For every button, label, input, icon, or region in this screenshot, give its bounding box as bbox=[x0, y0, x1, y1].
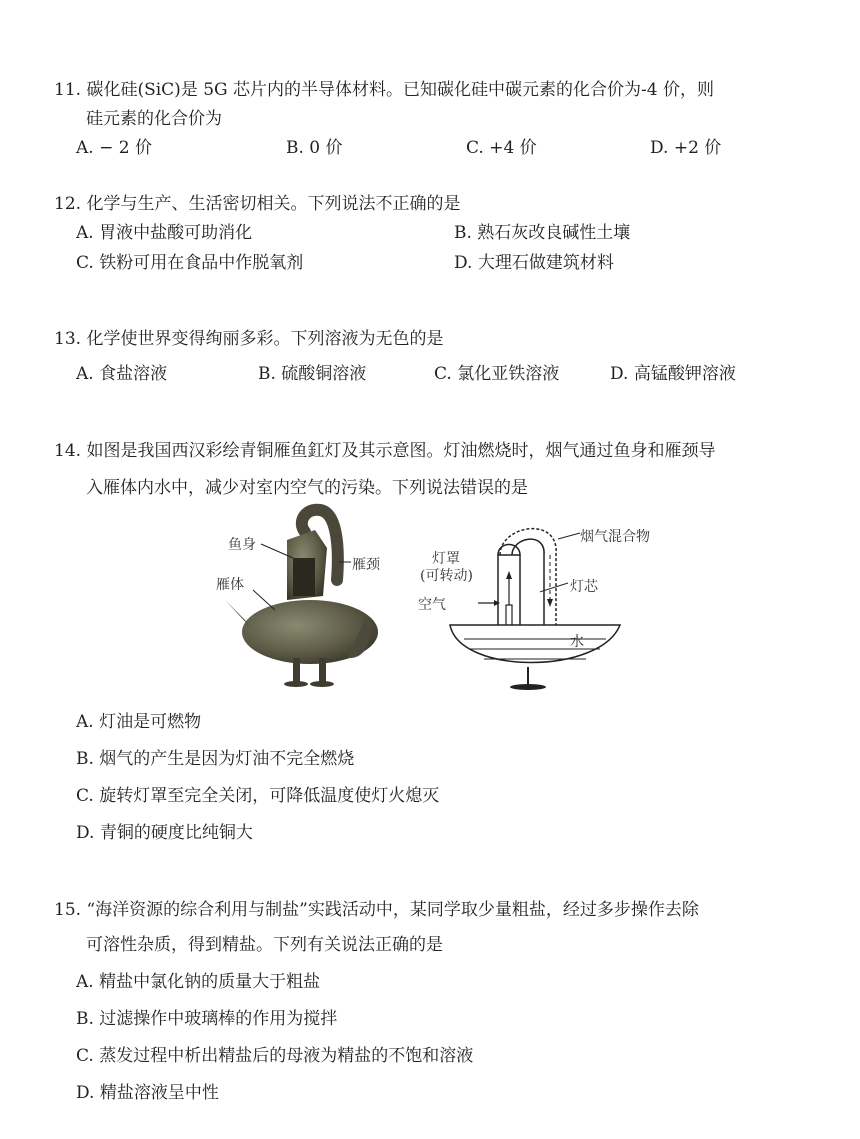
question-15-stem-line1: 15. “海洋资源的综合利用与制盐”实践活动中，某同学取少量粗盐，经过多步操作去除 bbox=[54, 900, 699, 920]
question-13-options bbox=[54, 360, 820, 390]
option-c[interactable]: C. +4 价 bbox=[466, 138, 537, 158]
option-a[interactable]: A. 灯油是可燃物 bbox=[76, 712, 202, 732]
question-12 bbox=[54, 190, 820, 279]
question-14-stem-line1: 14. 如图是我国西汉彩绘青铜雁鱼釭灯及其示意图。灯油燃烧时，烟气通过鱼身和雁颈导 bbox=[54, 441, 716, 461]
label-water: 水 bbox=[570, 634, 584, 650]
label-goose-body: 雁体 bbox=[216, 577, 244, 593]
option-b[interactable]: B. 0 价 bbox=[286, 138, 343, 158]
label-rotatable: (可转动) bbox=[420, 568, 473, 584]
question-11-stem-line2: 硅元素的化合价为 bbox=[86, 109, 222, 129]
option-a[interactable]: A. 食盐溶液 bbox=[76, 364, 168, 384]
label-air: 空气 bbox=[418, 597, 446, 613]
question-11-stem-line1: 11. 碳化硅(SiC)是 5G 芯片内的半导体材料。已知碳化硅中碳元素的化合价为-4 价，则 bbox=[54, 80, 714, 100]
question-14-options bbox=[54, 708, 820, 856]
option-c[interactable]: C. 氯化亚铁溶液 bbox=[434, 364, 560, 384]
label-fish-body: 鱼身 bbox=[228, 537, 256, 553]
option-c[interactable]: C. 铁粉可用在食品中作脱氧剂 bbox=[76, 253, 304, 273]
option-b[interactable]: B. 过滤操作中玻璃棒的作用为搅拌 bbox=[76, 1009, 338, 1029]
question-13-stem: 13. 化学使世界变得绚丽多彩。下列溶液为无色的是 bbox=[54, 329, 444, 349]
option-d[interactable]: D. 精盐溶液呈中性 bbox=[76, 1083, 219, 1103]
option-a[interactable]: A. 精盐中氯化钠的质量大于粗盐 bbox=[76, 972, 321, 992]
question-12-options-row1 bbox=[54, 219, 820, 249]
option-b[interactable]: B. 熟石灰改良碱性土壤 bbox=[454, 223, 631, 243]
question-11-options bbox=[54, 134, 820, 164]
label-lamp-cover: 灯罩 bbox=[432, 551, 460, 567]
option-b[interactable]: B. 烟气的产生是因为灯油不完全燃烧 bbox=[76, 749, 355, 769]
question-11 bbox=[54, 76, 820, 164]
option-a[interactable]: A. 胃液中盐酸可助消化 bbox=[76, 223, 253, 243]
question-12-options-row2 bbox=[54, 249, 820, 279]
option-c[interactable]: C. 蒸发过程中析出精盐后的母液为精盐的不饱和溶液 bbox=[76, 1046, 474, 1066]
option-d[interactable]: D. 高锰酸钾溶液 bbox=[610, 364, 736, 384]
label-smoke-mixture: 烟气混合物 bbox=[580, 529, 650, 545]
question-15 bbox=[54, 896, 820, 1116]
question-15-stem-line2: 可溶性杂质，得到精盐。下列有关说法正确的是 bbox=[86, 935, 443, 955]
question-12-stem: 12. 化学与生产、生活密切相关。下列说法不正确的是 bbox=[54, 194, 461, 214]
label-goose-neck: 雁颈 bbox=[352, 557, 380, 573]
option-d[interactable]: D. 青铜的硬度比纯铜大 bbox=[76, 823, 253, 843]
question-14-stem-line2: 入雁体内水中，减少对室内空气的污染。下列说法错误的是 bbox=[86, 478, 528, 498]
option-d[interactable]: D. +2 价 bbox=[650, 138, 722, 158]
option-d[interactable]: D. 大理石做建筑材料 bbox=[454, 253, 614, 273]
question-14 bbox=[54, 437, 820, 503]
option-b[interactable]: B. 硫酸铜溶液 bbox=[258, 364, 367, 384]
label-wick: 灯芯 bbox=[570, 579, 598, 595]
question-13 bbox=[54, 325, 820, 390]
option-c[interactable]: C. 旋转灯罩至完全关闭，可降低温度使灯火熄灭 bbox=[76, 786, 440, 806]
option-a[interactable]: A. − 2 价 bbox=[76, 138, 152, 158]
